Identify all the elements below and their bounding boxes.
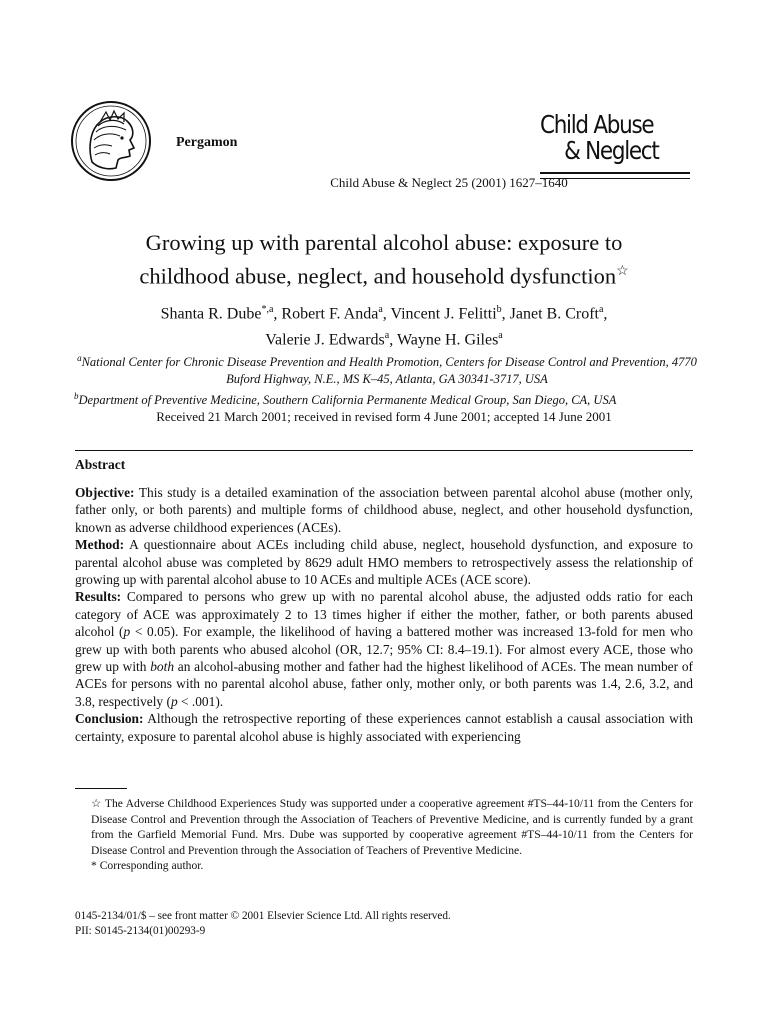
author-affil: a	[378, 304, 383, 315]
author-name: Shanta R. Dube	[160, 305, 262, 323]
copyright-block	[75, 909, 451, 939]
results-text: an alcohol-abusing mother and father had the highest likelihood of ACEs. The mean number of ACEs for persons with no parental alcohol abuse, father only, mother only, or both parents was 1.4, 2.6, 3.2, and 3.8, respectively (	[75, 659, 693, 709]
objective-label: Objective:	[75, 485, 135, 500]
author-name: Valerie J. Edwards	[265, 331, 385, 349]
results-text: < 0.05). For example, the likelihood of having a battered mother was increased 13-fold for men who grew up with both parents who abused alcohol (OR, 12.7; 95% CI: 8.4–19.1). For almost every ACE, those who grew up with	[75, 624, 693, 675]
title-line-2: childhood abuse, neglect, and household dysfunction	[139, 263, 617, 289]
abstract-method	[75, 536, 693, 588]
method-text: A questionnaire about ACEs including child abuse, neglect, household dysfunction, and exposure to parental alcohol abuse was completed by 8629 adult HMO members to retrospectively assess the relationship of growing up with parental alcohol abuse to 10 ACEs and multiple ACEs (ACE score).	[75, 537, 693, 588]
results-text: Compared to persons who grew up with no parental alcohol abuse, the adjusted odds ratio for each category of ACE was approximately 2 to 13 times higher if either the mother, father, or both parents abused alcohol (	[75, 589, 693, 640]
author-separator: ,	[501, 305, 510, 323]
corresponding-author-note: * Corresponding author.	[91, 859, 204, 872]
affiliation-a	[74, 350, 700, 388]
pii-line: PII: S0145-2134(01)00293-9	[75, 925, 206, 937]
results-text: < .001).	[177, 693, 224, 709]
author-affil: b	[496, 304, 502, 315]
results-emphasis: both	[150, 659, 175, 675]
journal-logo-line2: & Neglect	[564, 136, 659, 165]
author-affil: a	[498, 330, 503, 342]
method-label: Method:	[75, 537, 125, 553]
author-affil: *,a	[261, 304, 274, 315]
author-name: Robert F. Anda	[281, 305, 379, 323]
footnote-rule	[75, 788, 127, 789]
title-footnote-mark[interactable]: ☆	[616, 264, 629, 279]
author-name: Vincent J. Felitti	[390, 305, 497, 323]
funding-mark: ☆	[91, 797, 102, 810]
affiliation-b-mark: b	[74, 391, 79, 402]
author-affil: a	[384, 330, 390, 342]
abstract-results	[75, 588, 693, 710]
divider	[75, 450, 693, 451]
publisher-name: Pergamon	[176, 135, 238, 150]
author-separator: ,	[273, 305, 282, 323]
funding-footnote	[75, 796, 693, 858]
abstract-body	[75, 484, 693, 745]
title-line-1: Growing up with parental alcohol abuse: exposure to	[145, 230, 623, 255]
results-label: Results:	[75, 589, 122, 605]
author-name: Janet B. Croft	[509, 305, 599, 323]
funding-text: The Adverse Childhood Experiences Study was supported under a cooperative agreement #TS–44-10/11 from the Centers for Disease Control and Prevention through the Association of Teachers of Preventive Medicine, and is currently funded by a grant from the Garfield Memorial Fund. Mrs. Dube was supported by cooperative agreement #TS–44-10/11 from the Centers for Disease Control and Prevention through the Association of Teachers of Preventive Medicine.	[91, 797, 693, 857]
author-separator: ,	[382, 305, 391, 323]
affiliation-b	[74, 388, 700, 409]
article-title	[60, 228, 708, 291]
affiliation-b-text: Department of Preventive Medicine, Southern California Permanente Medical Group, San Diego, CA, USA	[78, 393, 617, 408]
journal-logo-line1: Child Abuse	[540, 110, 654, 139]
author-separator: ,	[603, 305, 608, 323]
author-separator: ,	[389, 331, 397, 349]
journal-logo-rule	[540, 172, 690, 174]
affiliation-a-mark: a	[77, 353, 82, 363]
copyright-line: 0145-2134/01/$ – see front matter © 2001 Elsevier Science Ltd. All rights reserved.	[75, 910, 451, 922]
objective-text: This study is a detailed examination of the association between parental alcohol abuse (mother only, father only, or both parents) and multiple forms of childhood abuse, neglect, and other household dysfunction, known as adverse childhood experiences (ACEs).	[75, 485, 693, 535]
conclusion-text: Although the retrospective reporting of these experiences cannot establish a causal association with certainty, exposure to parental alcohol abuse is highly associated with experiencing	[75, 711, 693, 744]
affiliation-a-text: National Center for Chronic Disease Prevention and Health Promotion, Centers for Disease Control and Prevention, 4770 Buford Highway, N.E., MS K–45, Atlanta, GA 30341-3717, USA	[81, 355, 697, 387]
footnotes	[75, 796, 693, 874]
author-name: Wayne H. Giles	[396, 331, 499, 349]
conclusion-label: Conclusion:	[75, 711, 144, 727]
journal-citation: Child Abuse & Neglect 25 (2001) 1627–1640	[330, 175, 568, 190]
abstract-heading: Abstract	[75, 457, 126, 472]
author-affil: a	[598, 304, 604, 315]
abstract-objective	[75, 484, 693, 536]
abstract-conclusion	[75, 710, 693, 745]
affiliations	[74, 350, 700, 409]
results-p-symbol: p	[170, 693, 178, 709]
author-list	[60, 299, 708, 352]
received-dates: Received 21 March 2001; received in revised form 4 June 2001; accepted 14 June 2001	[156, 409, 612, 424]
publisher-logo-icon	[70, 100, 152, 182]
results-p-symbol: p	[123, 624, 131, 640]
